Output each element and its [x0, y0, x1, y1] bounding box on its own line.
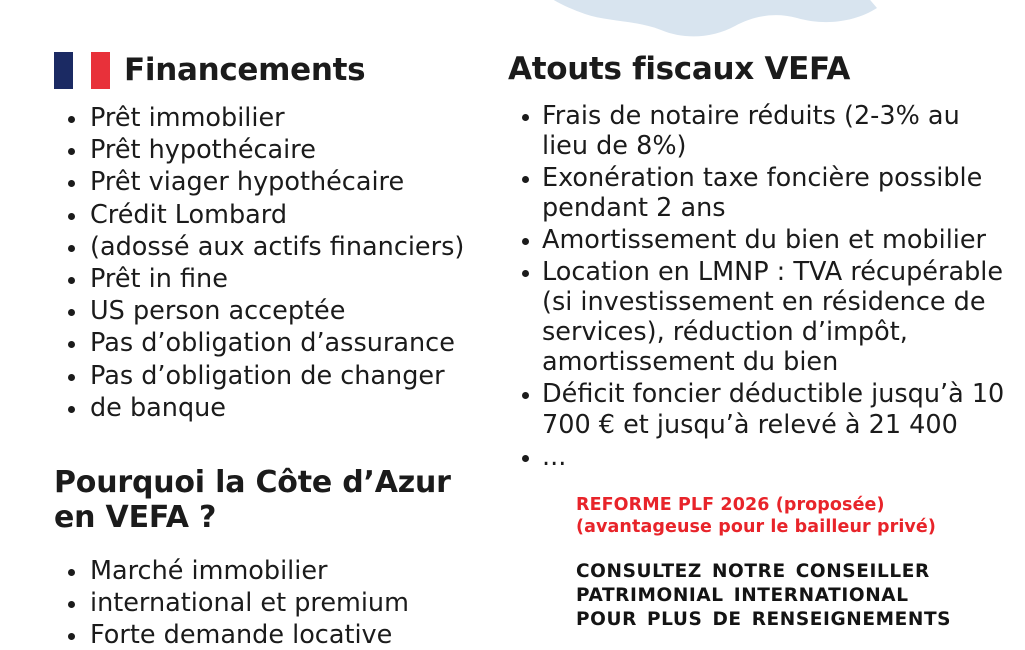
section-title-pourquoi-vefa: Pourquoi la Côte d’Azur en VEFA ?	[54, 465, 451, 536]
list-item: Prêt hypothécaire	[54, 135, 484, 165]
left-column	[54, 52, 484, 650]
notice-block	[576, 494, 966, 632]
pourquoi-list	[54, 556, 484, 650]
list-item: Frais de notaire réduits (2-3% au lieu de 8%)	[508, 101, 1008, 161]
list-item: Marché immobilier	[54, 556, 484, 586]
list-item: Prêt immobilier	[54, 103, 484, 133]
financements-heading-row	[54, 52, 484, 89]
section-title-atouts-fiscaux: Atouts fiscaux VEFA	[508, 51, 851, 87]
atouts-heading-row	[508, 52, 1008, 87]
list-item: Crédit Lombard	[54, 200, 484, 230]
pourquoi-cote-azur-block	[54, 465, 484, 650]
list-item: US person acceptée	[54, 296, 484, 326]
list-item: Exonération taxe foncière possible pendant 2 ans	[508, 163, 1008, 223]
financements-list	[54, 103, 484, 423]
list-item: Pas d’obligation de changer	[54, 361, 484, 391]
list-item: Prêt viager hypothécaire	[54, 167, 484, 197]
list-item: Forte demande locative	[54, 620, 484, 650]
right-column	[508, 52, 1008, 632]
list-item: (adossé aux actifs financiers)	[54, 232, 484, 262]
reforme-plf-notice: REFORME PLF 2026 (proposée) (avantageuse pour le bailleur privé)	[576, 494, 936, 537]
conseiller-cta-text: CONSULTEZ NOTRE CONSEILLER PATRIMONIAL INTERNATIONAL POUR PLUS DE RENSEIGNEMENTS	[576, 560, 952, 630]
atouts-list	[508, 101, 1008, 472]
list-item: international et premium	[54, 588, 484, 618]
list-item: Amortissement du bien et mobilier	[508, 225, 1008, 255]
list-item: Prêt in fine	[54, 264, 484, 294]
french-flag-icon	[54, 52, 110, 89]
section-title-financements: Financements	[124, 52, 366, 89]
list-item: de banque	[54, 393, 484, 423]
list-item: Location en LMNP : TVA récupérable (si investissement en résidence de services), réduction d’impôt, amortissement du bien	[508, 257, 1008, 377]
list-item: Déficit foncier déductible jusqu’à 10 700 € et jusqu’à relevé à 21 400	[508, 379, 1008, 439]
list-item: Pas d’obligation d’assurance	[54, 328, 484, 358]
list-item: ...	[508, 442, 1008, 472]
